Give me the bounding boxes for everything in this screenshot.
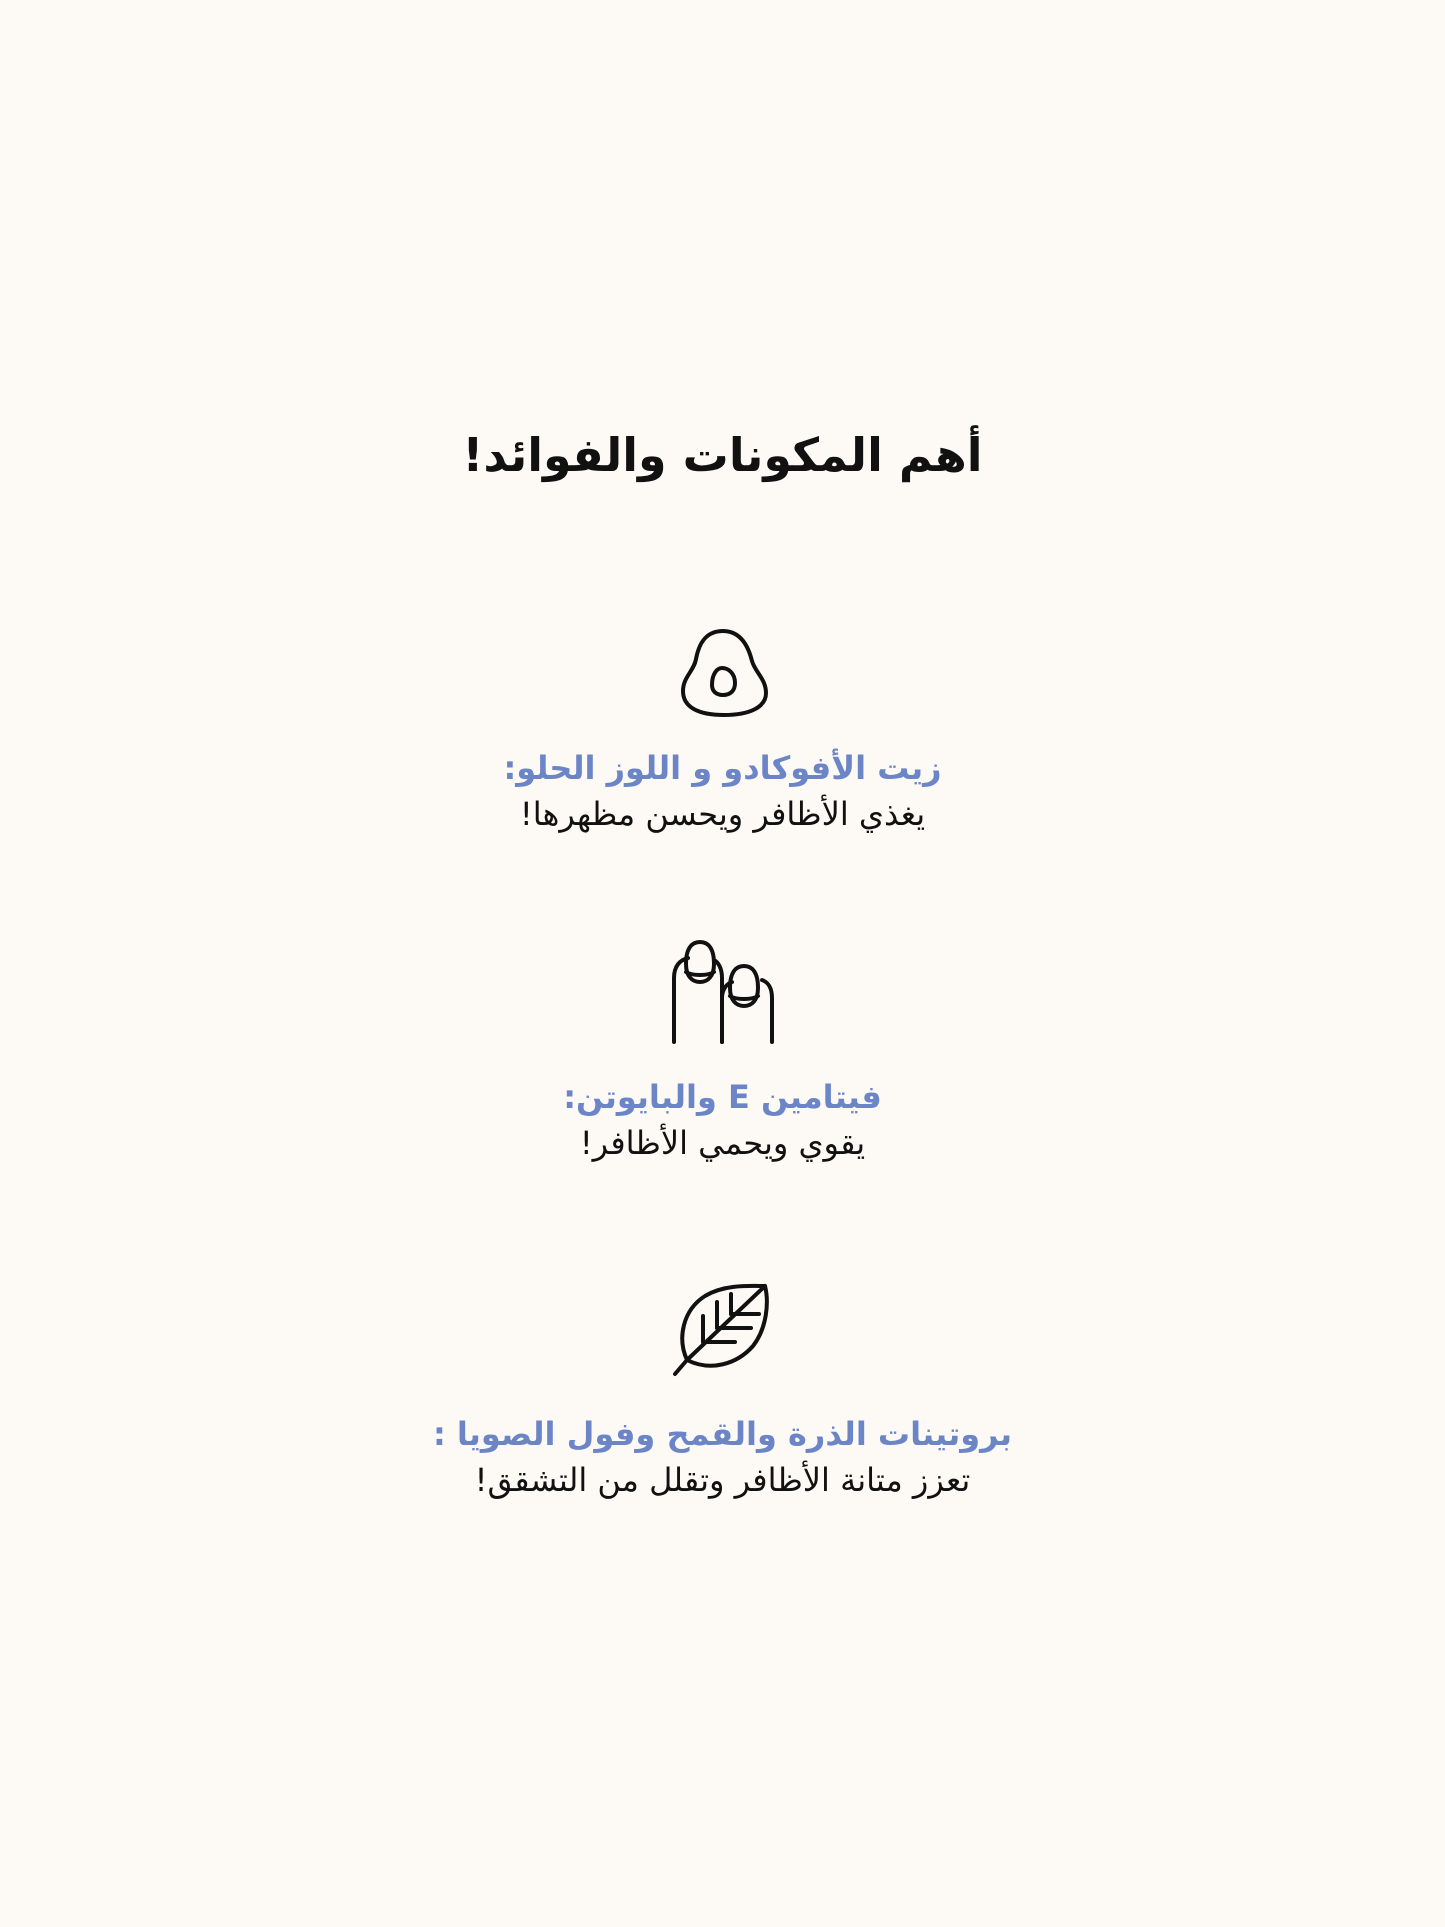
benefit-heading: بروتينات الذرة والقمح وفول الصويا : xyxy=(432,1415,1013,1453)
benefit-description: يقوي ويحمي الأظافر! xyxy=(579,1124,866,1162)
benefit-description: يغذي الأظافر ويحسن مظهرها! xyxy=(519,795,926,833)
page-title: أهم المكونات والفوائد! xyxy=(462,428,983,482)
benefit-item-vitamin xyxy=(0,1077,1445,1163)
fingernails-icon xyxy=(668,938,778,1043)
leaf-icon xyxy=(673,1282,773,1377)
avocado-icon xyxy=(678,627,768,717)
benefit-description: تعزز متانة الأظافر وتقلل من التشقق! xyxy=(474,1461,971,1499)
benefit-heading: زيت الأفوكادو و اللوز الحلو: xyxy=(503,749,942,787)
benefit-item-proteins xyxy=(0,1414,1445,1500)
benefit-heading: فيتامين E والبايوتن: xyxy=(563,1078,882,1116)
benefit-item-avocado xyxy=(0,748,1445,834)
